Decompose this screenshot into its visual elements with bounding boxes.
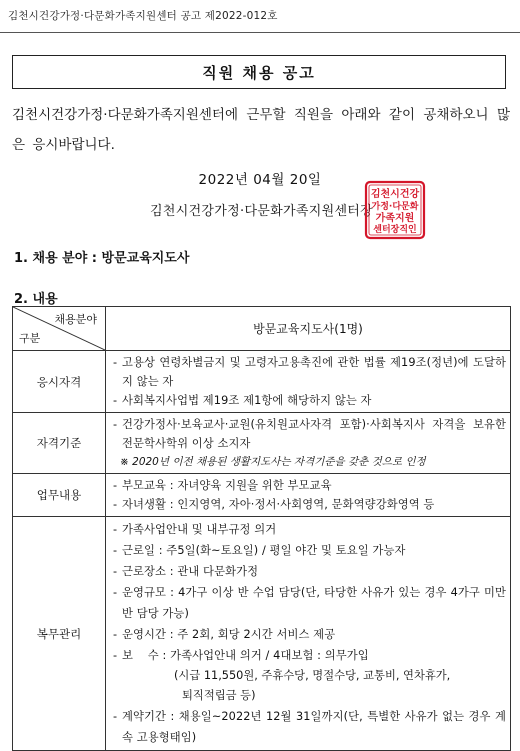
- row-content-criteria: [106, 413, 511, 474]
- official-seal: [364, 180, 426, 240]
- criteria-note: ※ 2020년 이전 채용된 생활지도사는 자격기준을 갖춘 것으로 인정: [120, 456, 426, 468]
- corner-label-top: 채용분야: [54, 313, 97, 326]
- row-content-service: [106, 517, 511, 751]
- item-text: 계약기간 : 채용일~2022년 12월 31일까지(단, 특별한 사유가 없는 경우 계속 고용형태임): [122, 710, 506, 744]
- list-item: - 계약기간 : 채용일~2022년 12월 31일까지(단, 특별한 사유가 없는 경우 계속 고용형태임): [108, 706, 506, 748]
- intro-paragraph: 김천시건강가정·다문화가족지원센터에 근무할 직원을 아래와 같이 공채하오니 많은 응시바랍니다.: [12, 107, 510, 153]
- row-label-qualification: 응시자격: [13, 351, 106, 413]
- list-item: - 보 수 : 가족사업안내 의거 / 4대보험 : 의무가입: [108, 645, 506, 666]
- pay-detail-line-1: (시급 11,550원, 주휴수당, 명절수당, 교통비, 연차휴가,: [174, 669, 451, 682]
- notice-id: 김천시건강가정·다문화가족지원센터 공고 제2022-012호: [8, 10, 278, 22]
- list-item: - 근로장소 : 관내 다문화가정: [108, 561, 506, 582]
- table-row: [13, 474, 511, 517]
- list-item: - 근로일 : 주5일(화~토요일) / 평일 야간 및 토요일 가능자: [108, 540, 506, 561]
- seal-line-2: 가정·다문화: [371, 202, 419, 212]
- list-item: - 사회복지사업법 제19조 제1항에 해당하지 않는 자: [108, 391, 506, 410]
- list-item: - 부모교육 : 자녀양육 지원을 위한 부모교육: [108, 476, 506, 495]
- list-item: - 운영시간 : 주 2회, 회당 2시간 서비스 제공: [108, 624, 506, 645]
- title-box: [12, 55, 506, 89]
- row-content-duties: [106, 474, 511, 517]
- header-divider: [0, 32, 520, 33]
- item-text: 가족사업안내 및 내부규정 의거: [122, 523, 277, 536]
- section-1-heading: 1. 채용 분야 : 방문교육지도사: [14, 251, 190, 266]
- column-title: 방문교육지도사(1명): [106, 307, 511, 351]
- corner-label-bottom: 구분: [19, 332, 41, 345]
- page-title: 직원 채용 공고: [202, 63, 316, 82]
- item-text: 보 수 : 가족사업안내 의거 / 4대보험 : 의무가입: [122, 649, 369, 662]
- item-text: 근로일 : 주5일(화~토요일) / 평일 야간 및 토요일 가능자: [122, 544, 406, 557]
- table-row: [13, 351, 511, 413]
- item-text: 운영시간 : 주 2회, 회당 2시간 서비스 제공: [122, 628, 336, 641]
- row-label-criteria: 자격기준: [13, 413, 106, 474]
- pay-detail-line-2: 퇴직적립금 등): [182, 689, 256, 702]
- list-item: - 가족사업안내 및 내부규정 의거: [108, 519, 506, 540]
- item-text: 부모교육 : 자녀양육 지원을 위한 부모교육: [122, 479, 332, 492]
- notice-date: 2022년 04월 20일: [198, 172, 322, 188]
- item-text: 사회복지사업법 제19조 제1항에 해당하지 않는 자: [122, 394, 372, 407]
- row-content-qualification: [106, 351, 511, 413]
- details-table: [12, 306, 511, 751]
- list-item: - 건강가정사·보육교사·교원(유치원교사자격 포함)·사회복지사 자격을 보유한 전문학사학위 이상 소지자: [108, 415, 506, 453]
- table-row: [13, 413, 511, 474]
- issuer-name: 김천시건강가정·다문화가족지원센터장: [150, 204, 374, 219]
- list-item: - 운영규모 : 4가구 이상 반 수업 담당(단, 타당한 사유가 있는 경우 4가구 미만 반 담당 가능): [108, 582, 506, 624]
- list-item: - 자녀생활 : 인지영역, 자아·정서·사회영역, 문화역량강화영역 등: [108, 495, 506, 514]
- row-label-duties: 업무내용: [13, 474, 106, 517]
- row-label-service: 복무관리: [13, 517, 106, 751]
- table-header-row: [13, 307, 511, 351]
- item-text: 자녀생활 : 인지영역, 자아·정서·사회영역, 문화역량강화영역 등: [122, 498, 435, 511]
- list-item: - 고용상 연령차별금지 및 고령자고용촉진에 관한 법률 제19조(정년)에 도달하지 않는 자: [108, 353, 506, 391]
- corner-cell: [13, 307, 106, 351]
- seal-line-1: 김천시건강: [370, 189, 420, 200]
- section-2-heading: 2. 내용: [14, 292, 58, 307]
- item-text: 운영규모 : 4가구 이상 반 수업 담당(단, 타당한 사유가 있는 경우 4가구 미만 반 담당 가능): [122, 586, 506, 620]
- item-text: 건강가정사·보육교사·교원(유치원교사자격 포함)·사회복지사 자격을 보유한 전문학사학위 이상 소지자: [122, 418, 506, 450]
- seal-line-4: 센터장직인: [373, 225, 417, 235]
- item-text: 근로장소 : 관내 다문화가정: [122, 565, 259, 578]
- seal-line-3: 가족지원: [375, 213, 415, 224]
- item-text: 고용상 연령차별금지 및 고령자고용촉진에 관한 법률 제19조(정년)에 도달하지 않는 자: [122, 356, 506, 388]
- table-row: [13, 517, 511, 751]
